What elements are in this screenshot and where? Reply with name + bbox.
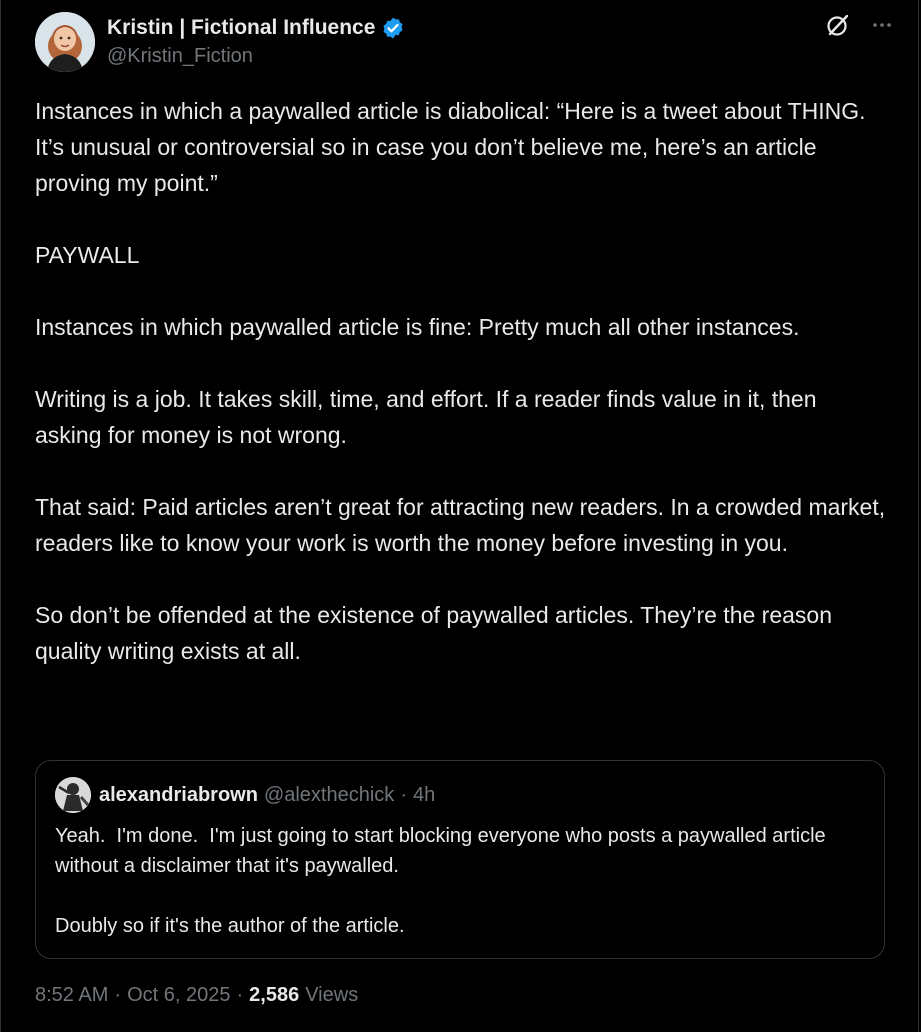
quoted-author-avatar[interactable] bbox=[55, 777, 91, 813]
tweet-paragraph: Instances in which a paywalled article is diabolical: “Here is a tweet about THING. It’s unusual or controversial so in case you don’t believe me, here’s an article proving my point.” bbox=[35, 98, 872, 196]
tweet-paragraph: Instances in which paywalled article is fine: Pretty much all other instances. bbox=[35, 314, 800, 340]
quoted-paragraph: Yeah. I'm done. I'm just going to start blocking everyone who posts a paywalled article without a disclaimer that it's paywalled. bbox=[55, 825, 832, 877]
views-count[interactable]: 2,586 bbox=[249, 984, 300, 1006]
quoted-tweet-card[interactable] bbox=[35, 760, 885, 959]
tweet-paragraph: Writing is a job. It takes skill, time, and effort. If a reader finds value in it, then asking for money is not wrong. bbox=[35, 386, 823, 448]
separator-dot: · bbox=[236, 984, 244, 1006]
tweet-meta bbox=[35, 984, 358, 1007]
ellipsis-icon[interactable] bbox=[869, 12, 895, 38]
tweet-body bbox=[35, 93, 892, 669]
separator-dot: · bbox=[114, 984, 122, 1006]
profile-photo-icon bbox=[35, 12, 95, 72]
tweet-actions-top bbox=[825, 12, 895, 38]
tweet-paragraph: That said: Paid articles aren’t great for attracting new readers. In a crowded market, readers like to know your work is worth the money before investing in you. bbox=[35, 494, 892, 556]
author-handle[interactable]: @Kristin_Fiction bbox=[107, 45, 253, 67]
quoted-tweet-header bbox=[55, 777, 435, 813]
quoted-author-handle[interactable]: @alexthechick bbox=[263, 783, 395, 806]
separator-dot: · bbox=[400, 783, 407, 806]
quoted-paragraph: Doubly so if it's the author of the article. bbox=[55, 915, 405, 937]
author-avatar[interactable] bbox=[35, 12, 95, 72]
verified-badge-icon[interactable] bbox=[381, 16, 405, 40]
author-display-name[interactable]: Kristin | Fictional Influence bbox=[107, 16, 376, 39]
quoted-avatar-icon bbox=[55, 777, 91, 813]
quoted-tweet-body bbox=[55, 821, 855, 941]
tweet-date[interactable]: Oct 6, 2025 bbox=[127, 984, 231, 1006]
tweet-time[interactable]: 8:52 AM bbox=[35, 984, 109, 1006]
author-name-line bbox=[107, 14, 405, 42]
quoted-tweet-time[interactable]: 4h bbox=[412, 783, 436, 806]
slashed-circle-icon[interactable] bbox=[825, 12, 851, 38]
tweet-paragraph: PAYWALL bbox=[35, 242, 140, 268]
tweet-header bbox=[35, 12, 895, 76]
views-label: Views bbox=[305, 984, 359, 1006]
quoted-author-name[interactable]: alexandriabrown bbox=[99, 783, 258, 806]
tweet-paragraph: So don’t be offended at the existence of paywalled articles. They’re the reason quality writing exists at all. bbox=[35, 602, 839, 664]
